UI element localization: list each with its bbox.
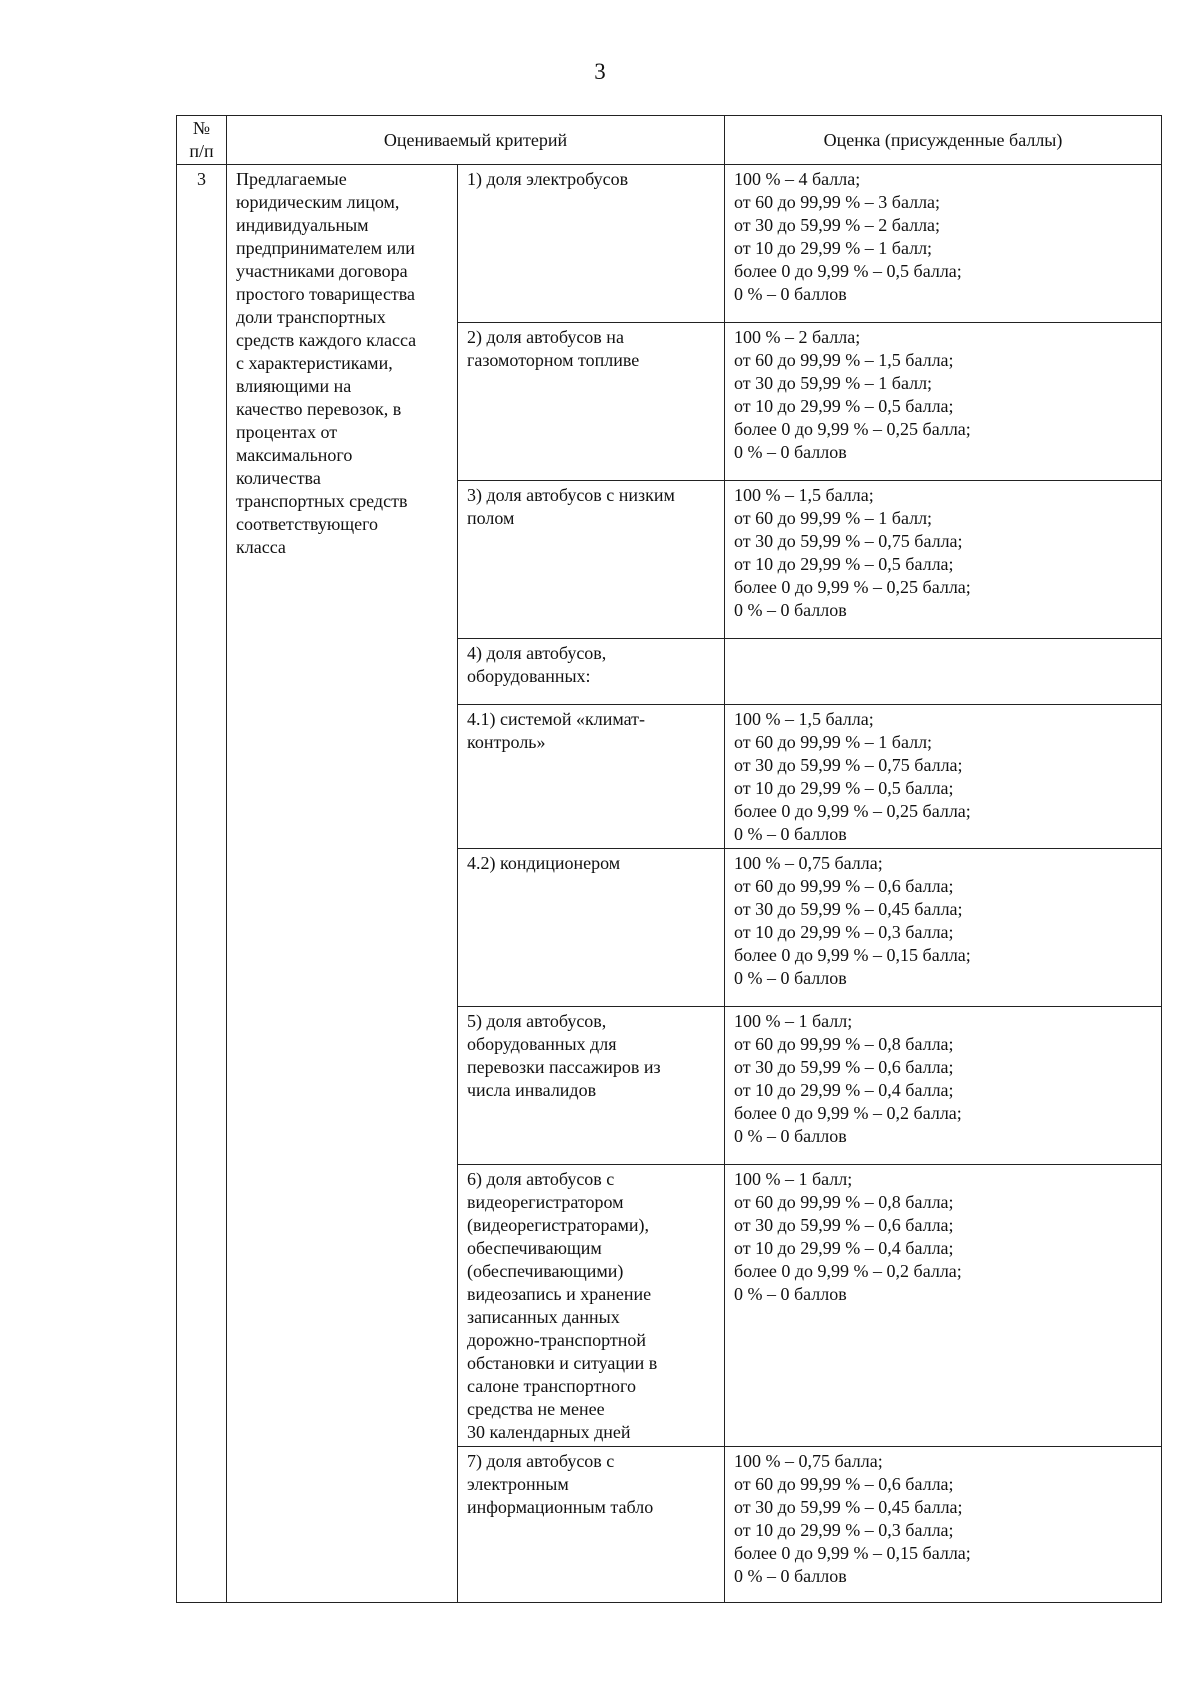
subcriterion-label-line: 4.1) системой «климат- [467, 709, 645, 729]
score-line: от 60 до 99,99 % – 1,5 балла; [734, 350, 954, 370]
score-line: 100 % – 1,5 балла; [734, 485, 874, 505]
table-row [177, 165, 1162, 323]
subcriterion-label-line: обеспечивающим [467, 1238, 602, 1258]
score-line: более 0 до 9,99 % – 0,15 балла; [734, 1543, 971, 1563]
score-line: 0 % – 0 баллов [734, 442, 847, 462]
main-criterion-line: транспортных средств [236, 491, 408, 511]
subcriterion-label-line: числа инвалидов [467, 1080, 597, 1100]
score-line: от 60 до 99,99 % – 1 балл; [734, 732, 933, 752]
header-number [177, 116, 227, 165]
score-line: 100 % – 2 балла; [734, 327, 861, 347]
subcriterion-label-line: контроль» [467, 732, 546, 752]
subcriterion-3 [458, 481, 725, 639]
score-line: от 60 до 99,99 % – 0,6 балла; [734, 876, 954, 896]
score-line: более 0 до 9,99 % – 0,25 балла; [734, 419, 971, 439]
main-criterion-line: соответствующего [236, 514, 379, 534]
score-line: более 0 до 9,99 % – 0,5 балла; [734, 261, 962, 281]
subcriterion-label-line: видеозапись и хранение [467, 1284, 652, 1304]
score-line: 0 % – 0 баллов [734, 824, 847, 844]
subcriterion-label-line: 4) доля автобусов, [467, 643, 607, 663]
score-3 [725, 481, 1162, 639]
subcriterion-label-line: перевозки пассажиров из [467, 1057, 661, 1077]
score-line: 100 % – 1 балл; [734, 1169, 853, 1189]
score-line: 100 % – 1 балл; [734, 1011, 853, 1031]
main-criterion-line: влияющими на [236, 376, 352, 396]
main-criterion-line: количества [236, 468, 321, 488]
main-criterion-line: индивидуальным [236, 215, 369, 235]
score-2 [725, 323, 1162, 481]
subcriterion-7 [458, 1447, 725, 1603]
subcriterion-label-line: электронным [467, 1474, 569, 1494]
main-criterion-line: простого товарищества [236, 284, 416, 304]
subcriterion-4-2 [458, 849, 725, 1007]
subcriterion-1 [458, 165, 725, 323]
score-line: 0 % – 0 баллов [734, 600, 847, 620]
score-line: от 10 до 29,99 % – 0,5 балла; [734, 396, 954, 416]
subcriterion-4-1 [458, 705, 725, 849]
subcriterion-label-line: салоне транспортного [467, 1376, 636, 1396]
score-line: от 10 до 29,99 % – 0,4 балла; [734, 1080, 954, 1100]
subcriterion-label-line: полом [467, 508, 515, 528]
score-line: от 30 до 59,99 % – 0,45 балла; [734, 1497, 963, 1517]
score-line: от 10 до 29,99 % – 0,4 балла; [734, 1238, 954, 1258]
subcriterion-label-line: 6) доля автобусов с [467, 1169, 615, 1189]
criteria-table [176, 115, 1162, 1603]
subcriterion-label-line: дорожно-транспортной [467, 1330, 646, 1350]
subcriterion-5 [458, 1007, 725, 1165]
subcriterion-label-line: оборудованных для [467, 1034, 617, 1054]
score-line: от 60 до 99,99 % – 0,8 балла; [734, 1034, 954, 1054]
header-number-symbol: № [192, 118, 211, 138]
score-6 [725, 1165, 1162, 1447]
subcriterion-2 [458, 323, 725, 481]
subcriterion-label-line: видеорегистратором [467, 1192, 624, 1212]
score-line: от 10 до 29,99 % – 0,3 балла; [734, 1520, 954, 1540]
table-header-row [177, 116, 1162, 165]
main-criterion-line: юридическим лицом, [236, 192, 400, 212]
score-line: от 10 до 29,99 % – 0,5 балла; [734, 554, 954, 574]
score-line: от 10 до 29,99 % – 0,5 балла; [734, 778, 954, 798]
main-criterion-line: класса [236, 537, 286, 557]
subcriterion-label-line: обстановки и ситуации в [467, 1353, 658, 1373]
score-line: 0 % – 0 баллов [734, 1566, 847, 1586]
main-criterion-line: предпринимателем или [236, 238, 415, 258]
score-line: 100 % – 0,75 балла; [734, 853, 883, 873]
score-5 [725, 1007, 1162, 1165]
score-line: от 60 до 99,99 % – 1 балл; [734, 508, 933, 528]
score-line: от 10 до 29,99 % – 1 балл; [734, 238, 933, 258]
subcriterion-label-line: средства не менее [467, 1399, 605, 1419]
subcriterion-label-line: 1) доля электробусов [467, 169, 629, 189]
subcriterion-4 [458, 639, 725, 705]
score-line: от 60 до 99,99 % – 0,6 балла; [734, 1474, 954, 1494]
subcriterion-label-line: 3) доля автобусов с низким [467, 485, 675, 505]
score-line: от 10 до 29,99 % – 0,3 балла; [734, 922, 954, 942]
score-line: более 0 до 9,99 % – 0,2 балла; [734, 1261, 962, 1281]
score-line: от 60 до 99,99 % – 0,8 балла; [734, 1192, 954, 1212]
score-line: более 0 до 9,99 % – 0,25 балла; [734, 577, 971, 597]
header-criterion: Оцениваемый критерий [227, 116, 725, 165]
score-line: 0 % – 0 баллов [734, 968, 847, 988]
score-line: от 30 до 59,99 % – 0,6 балла; [734, 1057, 954, 1077]
score-line: более 0 до 9,99 % – 0,15 балла; [734, 945, 971, 965]
score-line: от 30 до 59,99 % – 0,45 балла; [734, 899, 963, 919]
main-criterion-line: доли транспортных [236, 307, 386, 327]
row-number: 3 [177, 165, 227, 1603]
score-4 [725, 639, 1162, 705]
subcriterion-label-line: 30 календарных дней [467, 1422, 631, 1442]
score-line: от 30 до 59,99 % – 1 балл; [734, 373, 933, 393]
score-line: 0 % – 0 баллов [734, 1126, 847, 1146]
score-line: 0 % – 0 баллов [734, 1284, 847, 1304]
score-7 [725, 1447, 1162, 1603]
main-criterion-line: участниками договора [236, 261, 408, 281]
score-line: более 0 до 9,99 % – 0,25 балла; [734, 801, 971, 821]
score-1 [725, 165, 1162, 323]
main-criterion-line: качество перевозок, в [236, 399, 402, 419]
subcriterion-label-line: газомоторном топливе [467, 350, 640, 370]
main-criterion-line: Предлагаемые [236, 169, 347, 189]
score-line: от 30 до 59,99 % – 0,6 балла; [734, 1215, 954, 1235]
subcriterion-label-line: (обеспечивающими) [467, 1261, 624, 1281]
subcriterion-label-line: оборудованных: [467, 666, 591, 686]
score-line: 100 % – 1,5 балла; [734, 709, 874, 729]
score-line: от 60 до 99,99 % – 3 балла; [734, 192, 941, 212]
header-number-abbr: п/п [189, 141, 214, 161]
subcriterion-label-line: 2) доля автобусов на [467, 327, 624, 347]
score-4-2 [725, 849, 1162, 1007]
score-line: от 30 до 59,99 % – 0,75 балла; [734, 755, 963, 775]
main-criterion-line: максимального [236, 445, 353, 465]
subcriterion-label-line: 5) доля автобусов, [467, 1011, 607, 1031]
subcriterion-label-line: записанных данных [467, 1307, 620, 1327]
subcriterion-label-line: (видеорегистраторами), [467, 1215, 650, 1235]
main-criterion-line: средств каждого класса [236, 330, 417, 350]
score-4-1 [725, 705, 1162, 849]
main-criterion-line: процентах от [236, 422, 338, 442]
main-criterion-line: с характеристиками, [236, 353, 393, 373]
subcriterion-6 [458, 1165, 725, 1447]
score-line: 100 % – 0,75 балла; [734, 1451, 883, 1471]
subcriterion-label-line: 7) доля автобусов с [467, 1451, 615, 1471]
score-line: 100 % – 4 балла; [734, 169, 861, 189]
main-criterion [227, 165, 458, 1603]
page-number: 3 [594, 59, 606, 84]
score-line: 0 % – 0 баллов [734, 284, 847, 304]
score-line: от 30 до 59,99 % – 0,75 балла; [734, 531, 963, 551]
subcriterion-label-line: 4.2) кондиционером [467, 853, 621, 873]
score-line: более 0 до 9,99 % – 0,2 балла; [734, 1103, 962, 1123]
subcriterion-label-line: информационным табло [467, 1497, 654, 1517]
score-line: от 30 до 59,99 % – 2 балла; [734, 215, 941, 235]
header-score: Оценка (присужденные баллы) [725, 116, 1162, 165]
